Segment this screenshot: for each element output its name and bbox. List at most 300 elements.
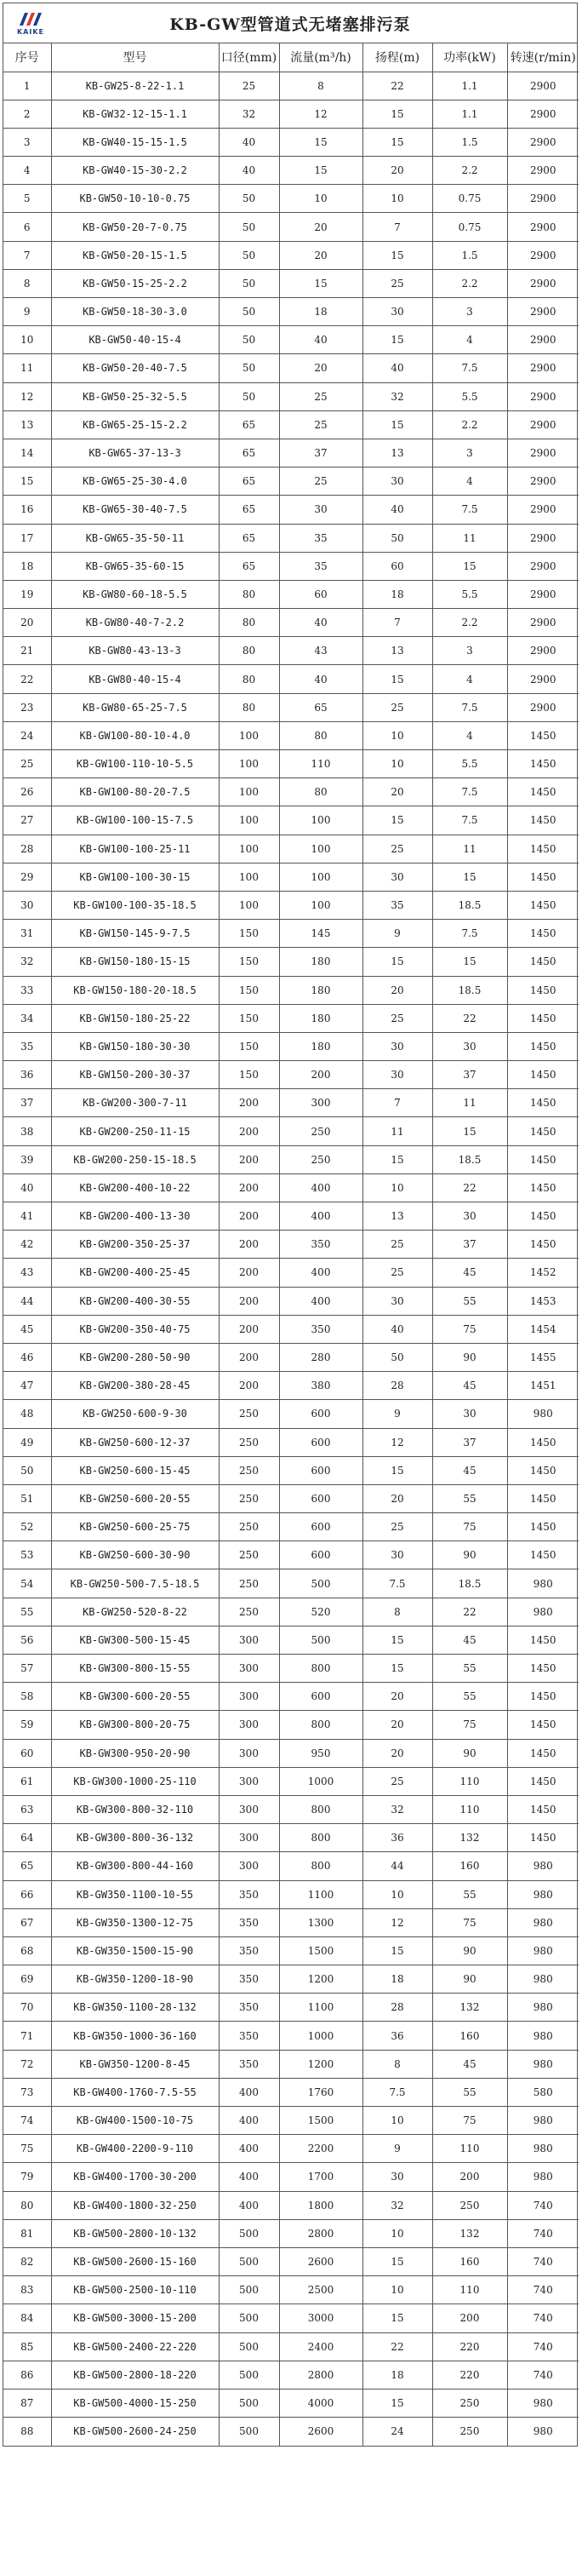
cell-index: 63	[3, 1795, 51, 1823]
cell-diameter: 250	[219, 1400, 279, 1428]
cell-head: 50	[362, 524, 432, 552]
cell-flow: 180	[279, 948, 362, 976]
cell-speed: 1450	[507, 778, 579, 806]
cell-head: 15	[362, 1145, 432, 1173]
cell-head: 15	[362, 100, 432, 128]
cell-model: KB-GW350-1200-18-90	[51, 1965, 219, 1994]
cell-index: 60	[3, 1739, 51, 1767]
title-row	[3, 3, 577, 43]
cell-speed: 1450	[507, 1767, 579, 1795]
cell-power: 0.75	[432, 185, 507, 213]
table-row	[3, 1089, 579, 1117]
cell-head: 30	[362, 1032, 432, 1060]
cell-diameter: 300	[219, 1824, 279, 1852]
table-row	[3, 2163, 579, 2191]
cell-head: 15	[362, 326, 432, 354]
cell-power: 1.1	[432, 72, 507, 100]
cell-diameter: 200	[219, 1202, 279, 1231]
cell-head: 30	[362, 2163, 432, 2191]
cell-power: 11	[432, 835, 507, 863]
table-row	[3, 2247, 579, 2275]
cell-speed: 980	[507, 2135, 579, 2163]
cell-head: 15	[362, 2389, 432, 2417]
cell-head: 9	[362, 2135, 432, 2163]
table-row	[3, 2107, 579, 2135]
cell-speed: 1450	[507, 1428, 579, 1456]
cell-index: 28	[3, 835, 51, 863]
cell-flow: 350	[279, 1315, 362, 1343]
cell-index: 14	[3, 439, 51, 467]
cell-speed: 2900	[507, 298, 579, 326]
cell-flow: 2800	[279, 2361, 362, 2389]
cell-power: 45	[432, 1626, 507, 1654]
cell-diameter: 350	[219, 1880, 279, 1908]
cell-diameter: 300	[219, 1739, 279, 1767]
cell-model: KB-GW500-2400-22-220	[51, 2332, 219, 2361]
cell-index: 11	[3, 354, 51, 382]
cell-diameter: 80	[219, 637, 279, 665]
cell-index: 58	[3, 1683, 51, 1711]
cell-diameter: 500	[219, 2332, 279, 2361]
cell-index: 57	[3, 1655, 51, 1683]
cell-power: 30	[432, 1400, 507, 1428]
cell-flow: 600	[279, 1400, 362, 1428]
cell-speed: 2900	[507, 609, 579, 637]
cell-index: 35	[3, 1032, 51, 1060]
cell-flow: 80	[279, 778, 362, 806]
cell-flow: 600	[279, 1541, 362, 1569]
cell-flow: 1000	[279, 2022, 362, 2050]
cell-diameter: 500	[219, 2276, 279, 2304]
cell-flow: 1100	[279, 1994, 362, 2022]
cell-model: KB-GW500-2800-18-220	[51, 2361, 219, 2389]
cell-model: KB-GW300-950-20-90	[51, 1739, 219, 1767]
cell-diameter: 80	[219, 609, 279, 637]
cell-model: KB-GW50-15-25-2.2	[51, 269, 219, 297]
table-row	[3, 382, 579, 410]
table-row	[3, 213, 579, 241]
cell-model: KB-GW200-300-7-11	[51, 1089, 219, 1117]
cell-power: 160	[432, 2247, 507, 2275]
cell-model: KB-GW50-10-10-0.75	[51, 185, 219, 213]
cell-speed: 1450	[507, 891, 579, 919]
cell-index: 66	[3, 1880, 51, 1908]
table-row	[3, 1598, 579, 1626]
cell-index: 47	[3, 1372, 51, 1400]
table-row	[3, 2276, 579, 2304]
cell-power: 250	[432, 2389, 507, 2417]
cell-index: 55	[3, 1598, 51, 1626]
cell-power: 55	[432, 1655, 507, 1683]
cell-diameter: 32	[219, 100, 279, 128]
cell-model: KB-GW250-600-15-45	[51, 1456, 219, 1484]
cell-model: KB-GW300-800-32-110	[51, 1795, 219, 1823]
cell-model: KB-GW25-8-22-1.1	[51, 72, 219, 100]
cell-flow: 400	[279, 1202, 362, 1231]
cell-diameter: 100	[219, 778, 279, 806]
cell-speed: 980	[507, 2163, 579, 2191]
cell-index: 50	[3, 1456, 51, 1484]
cell-flow: 2800	[279, 2219, 362, 2247]
cell-flow: 400	[279, 1173, 362, 1202]
cell-flow: 30	[279, 496, 362, 524]
cell-flow: 800	[279, 1655, 362, 1683]
cell-head: 15	[362, 1626, 432, 1654]
cell-head: 9	[362, 920, 432, 948]
cell-head: 60	[362, 552, 432, 580]
cell-index: 21	[3, 637, 51, 665]
cell-model: KB-GW80-40-15-4	[51, 665, 219, 693]
cell-model: KB-GW400-2200-9-110	[51, 2135, 219, 2163]
cell-model: KB-GW500-2500-10-110	[51, 2276, 219, 2304]
cell-model: KB-GW65-25-15-2.2	[51, 410, 219, 439]
cell-model: KB-GW400-1500-10-75	[51, 2107, 219, 2135]
table-row	[3, 298, 579, 326]
cell-speed: 1450	[507, 1655, 579, 1683]
cell-power: 110	[432, 1795, 507, 1823]
cell-diameter: 200	[219, 1089, 279, 1117]
cell-power: 1.5	[432, 128, 507, 156]
cell-flow: 1760	[279, 2078, 362, 2106]
cell-model: KB-GW300-600-20-55	[51, 1683, 219, 1711]
cell-model: KB-GW200-400-10-22	[51, 1173, 219, 1202]
cell-model: KB-GW80-60-18-5.5	[51, 580, 219, 608]
cell-model: KB-GW65-35-50-11	[51, 524, 219, 552]
cell-flow: 43	[279, 637, 362, 665]
table-body	[3, 72, 579, 2446]
cell-diameter: 500	[219, 2389, 279, 2417]
cell-head: 10	[362, 1880, 432, 1908]
cell-diameter: 350	[219, 1936, 279, 1965]
cell-diameter: 100	[219, 721, 279, 749]
cell-flow: 280	[279, 1343, 362, 1371]
cell-index: 13	[3, 410, 51, 439]
cell-power: 18.5	[432, 976, 507, 1004]
cell-diameter: 250	[219, 1513, 279, 1541]
cell-diameter: 250	[219, 1598, 279, 1626]
table-row	[3, 1456, 579, 1484]
cell-power: 7.5	[432, 354, 507, 382]
cell-speed: 1450	[507, 1711, 579, 1739]
table-row	[3, 891, 579, 919]
cell-model: KB-GW250-600-30-90	[51, 1541, 219, 1569]
table-row	[3, 1655, 579, 1683]
cell-diameter: 250	[219, 1569, 279, 1598]
cell-diameter: 25	[219, 72, 279, 100]
cell-flow: 800	[279, 1852, 362, 1880]
cell-flow: 520	[279, 1598, 362, 1626]
cell-head: 10	[362, 721, 432, 749]
cell-index: 85	[3, 2332, 51, 2361]
cell-diameter: 300	[219, 1711, 279, 1739]
cell-index: 74	[3, 2107, 51, 2135]
cell-diameter: 200	[219, 1287, 279, 1315]
cell-model: KB-GW150-145-9-7.5	[51, 920, 219, 948]
cell-power: 55	[432, 1683, 507, 1711]
table-row	[3, 2135, 579, 2163]
cell-head: 8	[362, 2050, 432, 2078]
cell-power: 110	[432, 2135, 507, 2163]
cell-speed: 1450	[507, 1739, 579, 1767]
table-row	[3, 721, 579, 749]
cell-index: 56	[3, 1626, 51, 1654]
header-power: 功率(kW)	[432, 43, 507, 72]
cell-head: 10	[362, 750, 432, 778]
cell-diameter: 40	[219, 128, 279, 156]
cell-diameter: 100	[219, 835, 279, 863]
cell-model: KB-GW200-400-25-45	[51, 1259, 219, 1287]
header-model: 型号	[51, 43, 219, 72]
cell-flow: 350	[279, 1231, 362, 1259]
cell-diameter: 150	[219, 948, 279, 976]
cell-index: 38	[3, 1117, 51, 1145]
cell-power: 5.5	[432, 750, 507, 778]
table-row	[3, 72, 579, 100]
cell-diameter: 400	[219, 2107, 279, 2135]
table-row	[3, 128, 579, 156]
cell-diameter: 65	[219, 439, 279, 467]
cell-head: 20	[362, 778, 432, 806]
cell-diameter: 200	[219, 1343, 279, 1371]
cell-head: 30	[362, 1541, 432, 1569]
cell-power: 2.2	[432, 157, 507, 185]
cell-diameter: 200	[219, 1117, 279, 1145]
cell-speed: 1450	[507, 1089, 579, 1117]
cell-flow: 8	[279, 72, 362, 100]
cell-flow: 145	[279, 920, 362, 948]
cell-diameter: 350	[219, 1908, 279, 1936]
cell-diameter: 65	[219, 496, 279, 524]
cell-diameter: 350	[219, 2022, 279, 2050]
cell-diameter: 200	[219, 1259, 279, 1287]
cell-speed: 2900	[507, 468, 579, 496]
cell-head: 7	[362, 609, 432, 637]
cell-speed: 1450	[507, 1541, 579, 1569]
cell-speed: 2900	[507, 185, 579, 213]
cell-index: 82	[3, 2247, 51, 2275]
table-row	[3, 863, 579, 891]
cell-speed: 980	[507, 1852, 579, 1880]
cell-power: 1.5	[432, 241, 507, 269]
cell-index: 87	[3, 2389, 51, 2417]
cell-flow: 250	[279, 1117, 362, 1145]
cell-speed: 2900	[507, 100, 579, 128]
cell-diameter: 400	[219, 2078, 279, 2106]
cell-speed: 1450	[507, 863, 579, 891]
cell-flow: 3000	[279, 2304, 362, 2332]
cell-speed: 2900	[507, 693, 579, 721]
table-row	[3, 1767, 579, 1795]
cell-model: KB-GW500-2600-15-160	[51, 2247, 219, 2275]
cell-flow: 950	[279, 1739, 362, 1767]
cell-power: 75	[432, 1513, 507, 1541]
cell-head: 13	[362, 439, 432, 467]
cell-diameter: 300	[219, 1683, 279, 1711]
cell-power: 4	[432, 468, 507, 496]
cell-power: 15	[432, 863, 507, 891]
cell-power: 90	[432, 1541, 507, 1569]
cell-power: 5.5	[432, 382, 507, 410]
cell-power: 1.1	[432, 100, 507, 128]
cell-power: 90	[432, 1343, 507, 1371]
cell-head: 15	[362, 948, 432, 976]
cell-power: 110	[432, 2276, 507, 2304]
cell-power: 0.75	[432, 213, 507, 241]
cell-speed: 980	[507, 1936, 579, 1965]
cell-index: 15	[3, 468, 51, 496]
cell-model: KB-GW200-280-50-90	[51, 1343, 219, 1371]
cell-flow: 25	[279, 410, 362, 439]
cell-model: KB-GW65-30-40-7.5	[51, 496, 219, 524]
cell-index: 1	[3, 72, 51, 100]
cell-index: 34	[3, 1004, 51, 1032]
cell-index: 70	[3, 1994, 51, 2022]
cell-index: 4	[3, 157, 51, 185]
cell-model: KB-GW50-18-30-3.0	[51, 298, 219, 326]
cell-power: 4	[432, 721, 507, 749]
cell-diameter: 500	[219, 2304, 279, 2332]
cell-flow: 180	[279, 1004, 362, 1032]
cell-speed: 1450	[507, 1202, 579, 1231]
cell-index: 59	[3, 1711, 51, 1739]
logo-icon	[16, 10, 45, 27]
cell-power: 55	[432, 1287, 507, 1315]
cell-model: KB-GW50-25-32-5.5	[51, 382, 219, 410]
cell-model: KB-GW300-800-20-75	[51, 1711, 219, 1739]
cell-flow: 300	[279, 1089, 362, 1117]
table-row	[3, 1315, 579, 1343]
page-title: KB-GW型管道式无堵塞排污泵	[169, 14, 411, 34]
cell-index: 46	[3, 1343, 51, 1371]
cell-model: KB-GW150-180-30-30	[51, 1032, 219, 1060]
cell-diameter: 100	[219, 891, 279, 919]
cell-power: 18.5	[432, 891, 507, 919]
cell-power: 160	[432, 1852, 507, 1880]
cell-head: 30	[362, 1287, 432, 1315]
cell-flow: 1200	[279, 1965, 362, 1994]
table-row	[3, 665, 579, 693]
product-spec-sheet	[3, 3, 578, 2447]
cell-index: 49	[3, 1428, 51, 1456]
cell-index: 26	[3, 778, 51, 806]
cell-power: 220	[432, 2332, 507, 2361]
cell-speed: 2900	[507, 326, 579, 354]
table-row	[3, 835, 579, 863]
cell-diameter: 300	[219, 1795, 279, 1823]
cell-flow: 1500	[279, 2107, 362, 2135]
cell-flow: 25	[279, 468, 362, 496]
cell-speed: 740	[507, 2304, 579, 2332]
table-row	[3, 2332, 579, 2361]
cell-speed: 980	[507, 1965, 579, 1994]
table-row	[3, 439, 579, 467]
cell-model: KB-GW40-15-30-2.2	[51, 157, 219, 185]
cell-model: KB-GW500-4000-15-250	[51, 2389, 219, 2417]
cell-model: KB-GW100-100-30-15	[51, 863, 219, 891]
table-row	[3, 100, 579, 128]
cell-power: 15	[432, 948, 507, 976]
cell-index: 48	[3, 1400, 51, 1428]
cell-head: 32	[362, 382, 432, 410]
cell-model: KB-GW350-1300-12-75	[51, 1908, 219, 1936]
cell-model: KB-GW350-1100-10-55	[51, 1880, 219, 1908]
cell-flow: 400	[279, 1259, 362, 1287]
cell-flow: 1500	[279, 1936, 362, 1965]
table-row	[3, 693, 579, 721]
cell-model: KB-GW150-180-15-15	[51, 948, 219, 976]
table-row	[3, 326, 579, 354]
cell-speed: 740	[507, 2191, 579, 2219]
cell-head: 7	[362, 213, 432, 241]
cell-power: 132	[432, 1994, 507, 2022]
cell-speed: 740	[507, 2247, 579, 2275]
cell-diameter: 100	[219, 806, 279, 835]
cell-index: 27	[3, 806, 51, 835]
cell-speed: 2900	[507, 637, 579, 665]
cell-diameter: 200	[219, 1315, 279, 1343]
cell-diameter: 150	[219, 1032, 279, 1060]
cell-diameter: 65	[219, 468, 279, 496]
cell-model: KB-GW150-180-20-18.5	[51, 976, 219, 1004]
cell-head: 25	[362, 1259, 432, 1287]
cell-index: 2	[3, 100, 51, 128]
cell-head: 22	[362, 2332, 432, 2361]
cell-head: 15	[362, 806, 432, 835]
cell-head: 13	[362, 1202, 432, 1231]
cell-index: 31	[3, 920, 51, 948]
cell-speed: 1450	[507, 1117, 579, 1145]
cell-power: 18.5	[432, 1145, 507, 1173]
header-speed: 转速(r/min)	[507, 43, 579, 72]
cell-index: 29	[3, 863, 51, 891]
table-row	[3, 806, 579, 835]
cell-power: 45	[432, 1259, 507, 1287]
table-row	[3, 1231, 579, 1259]
cell-index: 41	[3, 1202, 51, 1231]
cell-index: 17	[3, 524, 51, 552]
cell-diameter: 50	[219, 241, 279, 269]
cell-speed: 980	[507, 2050, 579, 2078]
table-row	[3, 1965, 579, 1994]
cell-model: KB-GW300-800-36-132	[51, 1824, 219, 1852]
cell-speed: 980	[507, 1908, 579, 1936]
cell-flow: 15	[279, 128, 362, 156]
cell-flow: 1300	[279, 1908, 362, 1936]
cell-model: KB-GW300-800-15-55	[51, 1655, 219, 1683]
cell-index: 44	[3, 1287, 51, 1315]
cell-speed: 2900	[507, 269, 579, 297]
table-row	[3, 185, 579, 213]
table-row	[3, 1428, 579, 1456]
cell-speed: 1450	[507, 1145, 579, 1173]
cell-diameter: 500	[219, 2361, 279, 2389]
cell-index: 42	[3, 1231, 51, 1259]
cell-speed: 740	[507, 2219, 579, 2247]
cell-flow: 100	[279, 863, 362, 891]
cell-power: 37	[432, 1428, 507, 1456]
table-row	[3, 1994, 579, 2022]
cell-index: 67	[3, 1908, 51, 1936]
cell-diameter: 40	[219, 157, 279, 185]
cell-head: 10	[362, 1173, 432, 1202]
cell-model: KB-GW100-110-10-5.5	[51, 750, 219, 778]
cell-flow: 100	[279, 891, 362, 919]
cell-model: KB-GW80-43-13-3	[51, 637, 219, 665]
cell-head: 30	[362, 468, 432, 496]
cell-flow: 4000	[279, 2389, 362, 2417]
cell-speed: 980	[507, 1598, 579, 1626]
cell-power: 22	[432, 1173, 507, 1202]
